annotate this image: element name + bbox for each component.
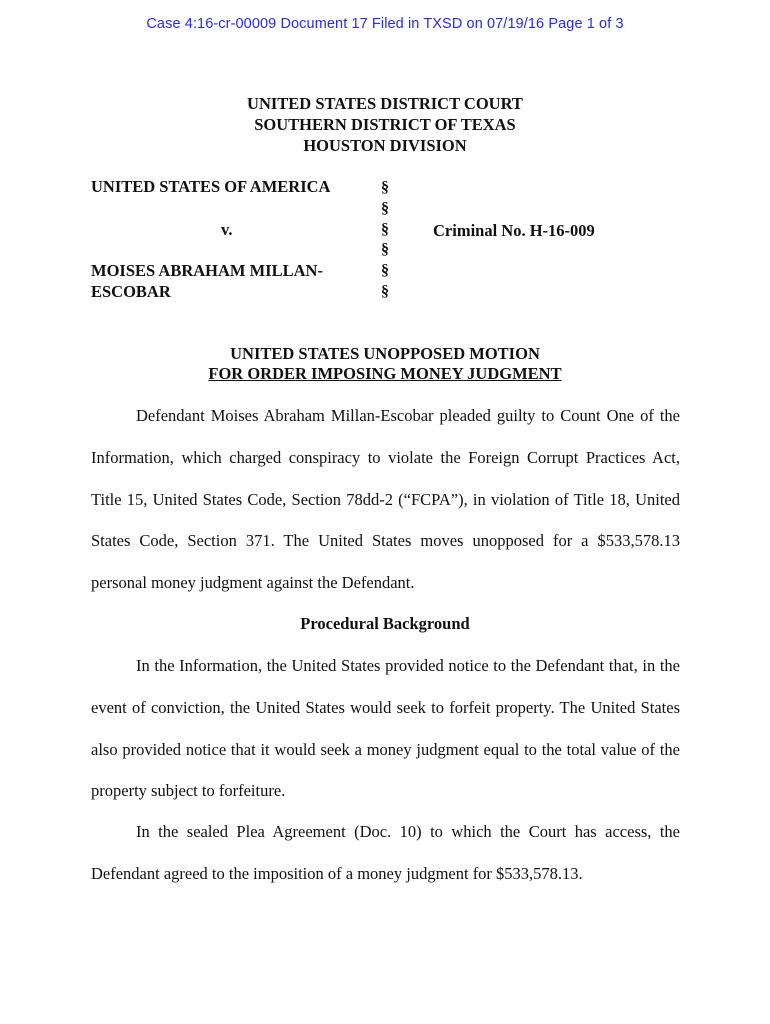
court-division: HOUSTON DIVISION [303,136,467,155]
defendant-name: MOISES ABRAHAM MILLAN-ESCOBAR [91,261,323,301]
motion-title-line1: UNITED STATES UNOPPOSED MOTION [230,344,540,363]
paragraph-text: In the sealed Plea Agreement (Doc. 10) to which the Court has access, the Defendant agreed to the imposition of a money judgment for $533,578.13. [91,822,680,883]
filing-stamp: Case 4:16-cr-00009 Document 17 Filed in TXSD on 07/19/16 Page 1 of 3 [146,16,624,32]
section-mark: § [381,241,389,259]
versus-label: v. [221,220,233,239]
section-mark: § [381,199,389,217]
paragraph-text: In the Information, the United States provided notice to the Defendant that, in the event of conviction, the United States would seek to forfeit property. The United States also provided notice that it would seek a money judgment equal to the total value of the property subject to forfeiture. [91,656,680,801]
court-heading [0,93,770,156]
section-mark: § [381,282,389,300]
body-paragraph [91,811,680,895]
motion-title [0,344,770,384]
court-district: SOUTHERN DISTRICT OF TEXAS [254,115,516,134]
motion-title-line2: FOR ORDER IMPOSING MONEY JUDGMENT [208,364,562,383]
section-marks-column [381,178,389,303]
body-paragraph [91,645,680,812]
paragraph-text: Defendant Moises Abraham Millan-Escobar pleaded guilty to Count One of the Information, which charged conspiracy to violate the Foreign Corrupt Practices Act, Title 15, United States Code, Section 78dd-2 (“FCPA”), in violation of Title 18, United States Code, Section 371. The United States moves unopposed for a $533,578.13 personal money judgment against the Defendant. [91,406,680,593]
plaintiff-name: UNITED STATES OF AMERICA [91,177,331,196]
section-mark: § [381,179,389,196]
section-heading: Procedural Background [300,614,470,633]
case-number: Criminal No. H-16-009 [433,221,595,240]
section-mark: § [381,220,389,238]
body-paragraph [91,395,680,604]
section-mark: § [381,262,389,280]
court-name: UNITED STATES DISTRICT COURT [247,94,523,113]
